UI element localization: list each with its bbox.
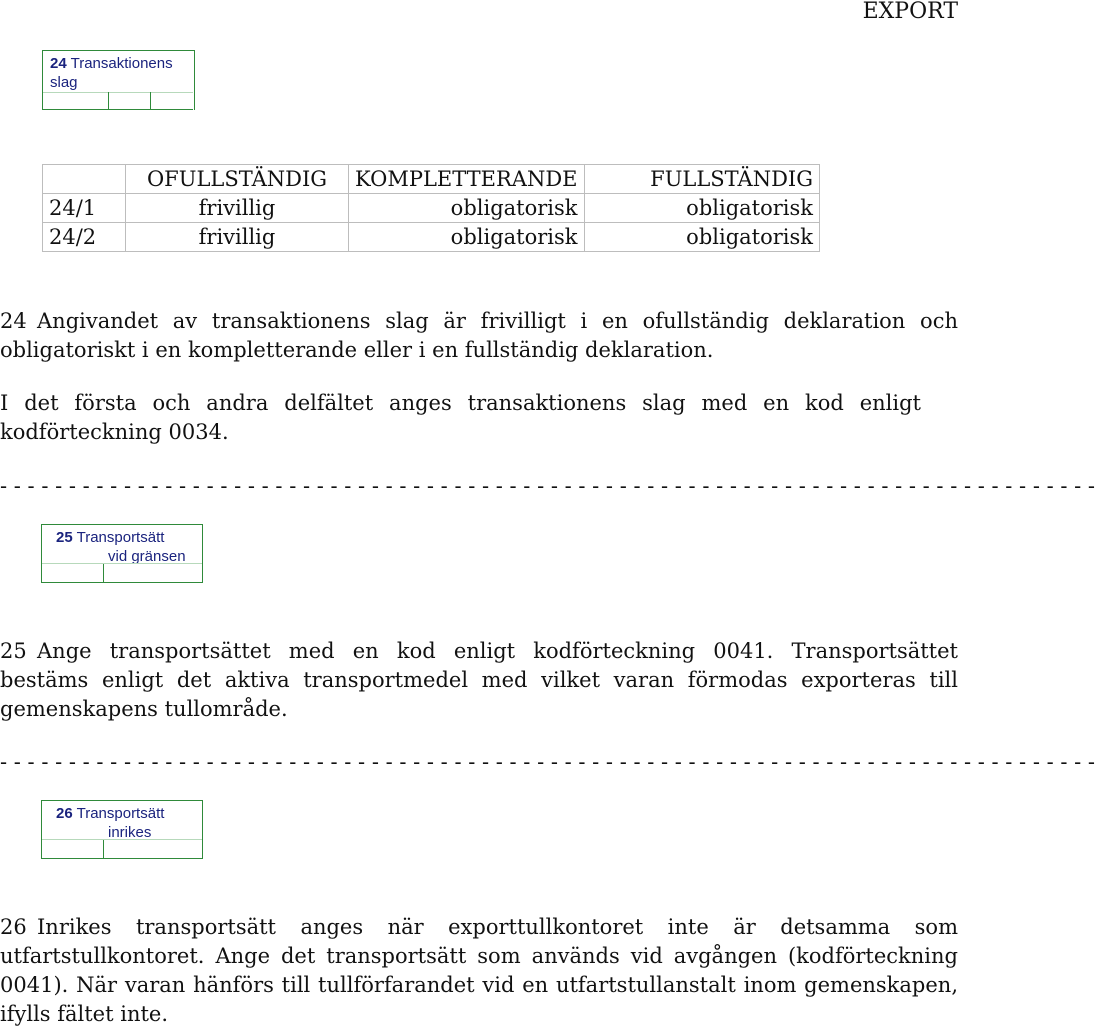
field-25-number: 25 (56, 529, 73, 546)
table-cell: 24/2 (43, 223, 126, 252)
table-cell: obligatorisk (584, 194, 820, 223)
field-24-subfields (43, 92, 193, 110)
field-26-divider (103, 840, 104, 858)
table-cell: 24/1 (43, 194, 126, 223)
field-24-number: 24 (50, 55, 67, 72)
field-25-title2: vid gränsen (108, 548, 186, 565)
table-cell: frivillig (126, 194, 349, 223)
header-export: EXPORT (862, 0, 958, 24)
paragraph-24-main (0, 307, 958, 365)
table-cell: obligatorisk (349, 223, 585, 252)
table-row (43, 223, 820, 252)
table-row (43, 194, 820, 223)
paragraph-26-number: 26 (0, 915, 27, 939)
paragraph-24-second: I det första och andra delfältet anges transaktionens slag med en kod enligt kodförteckning 0034. (0, 391, 921, 444)
field-25-label (56, 528, 164, 547)
table-header-row (43, 165, 820, 194)
field-25-subfields (42, 563, 202, 582)
field-box-26 (41, 800, 203, 859)
table-cell: obligatorisk (349, 194, 585, 223)
table-header-cell: FULLSTÄNDIG (584, 165, 820, 194)
field-26-subfields (42, 839, 202, 858)
field-box-24 (42, 50, 195, 110)
paragraph-24-number: 24 (0, 309, 27, 333)
field-24-label (50, 54, 173, 92)
field-24-title2: slag (50, 74, 78, 91)
paragraph-26 (0, 913, 958, 1029)
field-box-25 (41, 524, 203, 583)
table-header-cell: KOMPLETTERANDE (349, 165, 585, 194)
field-24-title: Transaktionens (70, 55, 173, 72)
field-26-title2: inrikes (108, 824, 152, 841)
paragraph-24-text: Angivandet av transaktionens slag är frivilligt i en ofullständig deklaration och obligatoriskt i en kompletterande eller i en fullständig deklaration. (0, 309, 958, 362)
field-26-label (56, 804, 164, 823)
field-26-title: Transportsätt (76, 805, 165, 822)
paragraph-26-text: Inrikes transportsätt anges när exporttullkontoret inte är detsamma som utfartstullkontoret. Ange det transportsätt som används vid avgången (kodförteckning 0041). När varan hänförs till tullförfarandet vid en utfartstullanstalt inom gemenskapen, ifylls fältet inte. (0, 915, 958, 1026)
field-25-divider (103, 564, 104, 582)
field-26-number: 26 (56, 805, 73, 822)
divider-dashed: - - - - - - - - - - - - - - - - - - - - - - - - - - - - - - - - - - - - - - - - - - - - - - - - - - - - - - - - - - - - - - - - - - - - - - - - - - - - - - - - (0, 750, 1095, 774)
table-cell: frivillig (126, 223, 349, 252)
paragraph-25-number: 25 (0, 639, 27, 663)
field-25-title: Transportsätt (76, 529, 165, 546)
declaration-type-table (42, 164, 820, 252)
field-24-divider-2 (150, 92, 151, 110)
table-cell: obligatorisk (584, 223, 820, 252)
divider-dashed: - - - - - - - - - - - - - - - - - - - - - - - - - - - - - - - - - - - - - - - - - - - - - - - - - - - - - - - - - - - - - - - - - - - - - - - - - - - - - - - - (0, 474, 1095, 498)
table-header-cell: OFULLSTÄNDIG (126, 165, 349, 194)
paragraph-25 (0, 637, 958, 724)
table-header-cell (43, 165, 126, 194)
paragraph-25-text: Ange transportsättet med en kod enligt kodförteckning 0041. Transportsättet bestäms enligt det aktiva transportmedel med vilket varan förmodas exporteras till gemenskapens tullområde. (0, 639, 958, 721)
field-24-divider-1 (108, 92, 109, 110)
